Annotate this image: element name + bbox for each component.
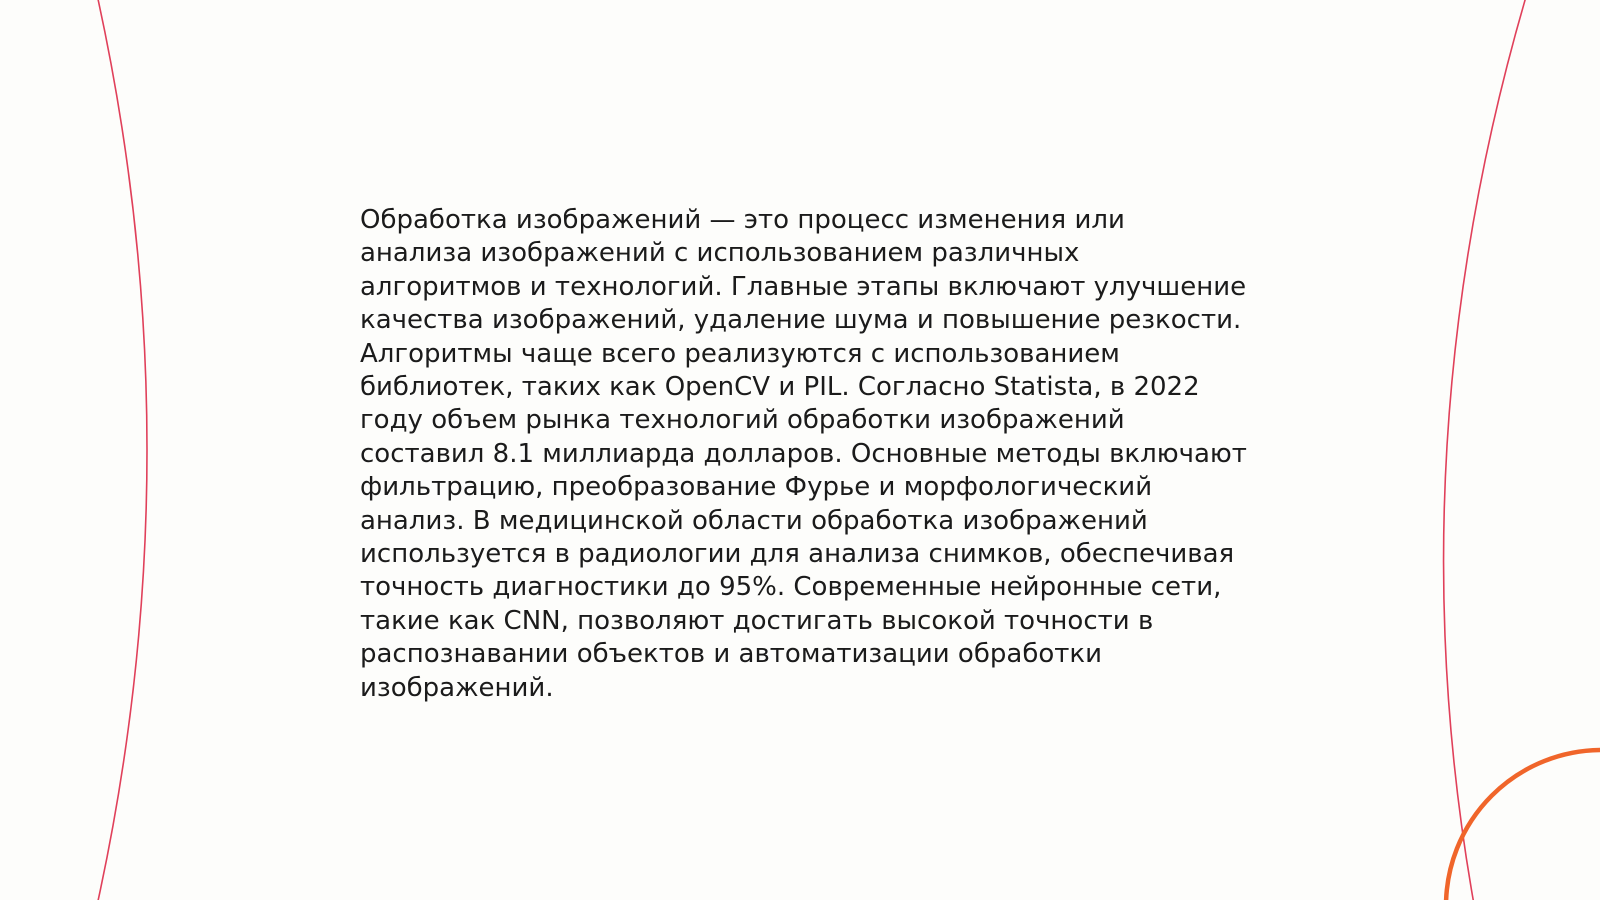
body-paragraph: Обработка изображений — это процесс изменения или анализа изображений с использованием различных алгоритмов и технологий. Главные этапы включают улучшение качества изображений, удаление шума и повышение резкости. Алгоритмы чаще всего реализуются с использованием библиотек, таких как OpenCV и PIL. Согласно Statista, в 2022 году объем рынка технологий обработки изображений составил 8.1 миллиарда долларов. Основные методы включают фильтрацию, преобразование Фурье и морфологический анализ. В медицинской области обработка изображений используется в радиологии для анализа снимков, обеспечивая точность диагностики до 95%. Современные нейронные сети, такие как CNN, позволяют достигать высокой точности в распознавании объектов и автоматизации обработки изображений.	[360, 205, 1247, 703]
right-curve-decoration	[1444, 0, 1528, 900]
left-curve-decoration	[96, 0, 147, 900]
